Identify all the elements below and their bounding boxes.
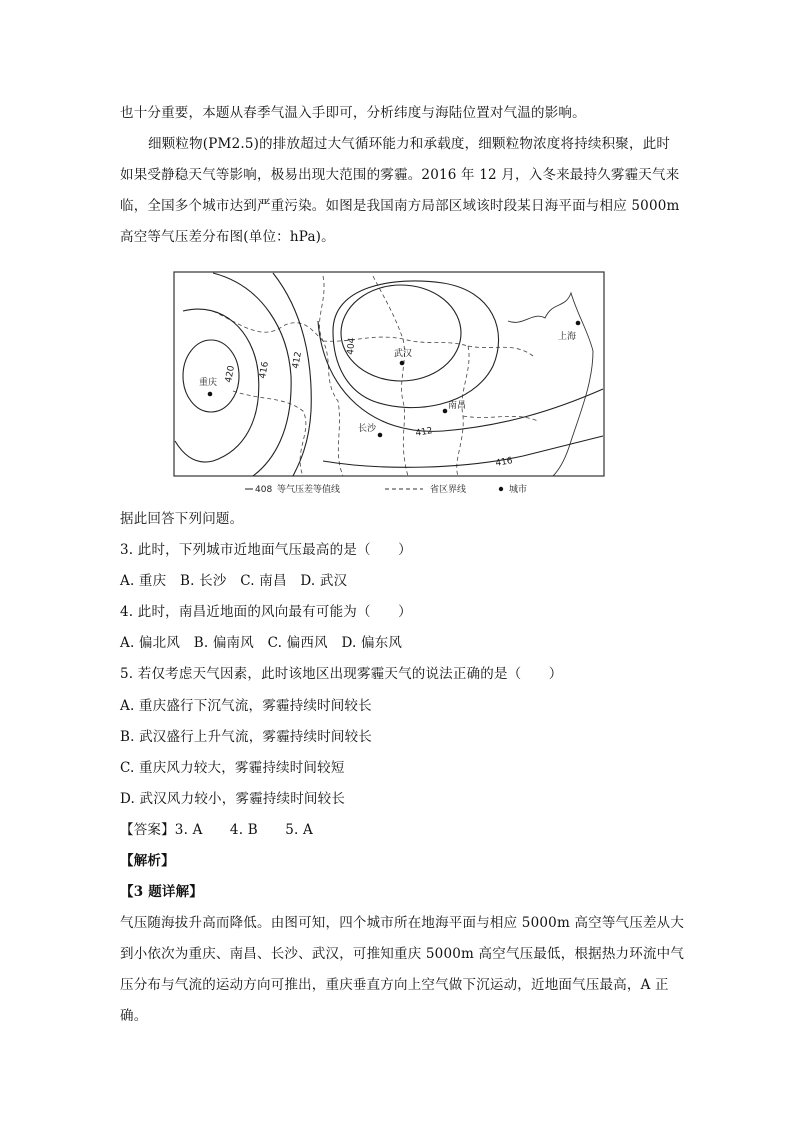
legend-boundary-label: 省区界线 bbox=[430, 485, 467, 495]
question-5-option: A. 重庆盛行下沉气流，雾霾持续时间较长 bbox=[120, 698, 372, 714]
city-label: 长沙 bbox=[358, 424, 377, 434]
question-5-option: D. 武汉风力较小，雾霾持续时间较长 bbox=[120, 791, 346, 807]
isoline-label: 412 bbox=[414, 426, 434, 439]
legend-city-dot bbox=[499, 487, 503, 491]
explanation-line: 气压随海拔升高而降低。由图可知，四个城市所在地海平面与相应 5000m 高空等气压差从大 bbox=[120, 915, 685, 931]
prompt-line: 据此回答下列问题。 bbox=[120, 511, 244, 527]
legend-isoline-label: 等气压差等值线 bbox=[277, 485, 341, 495]
question-3-stem: 3. 此时，下列城市近地面气压最高的是（ ） bbox=[120, 542, 412, 558]
question-5-option: B. 武汉盛行上升气流，雾霾持续时间较长 bbox=[120, 729, 373, 745]
city-label: 上海 bbox=[558, 332, 577, 342]
question-5-stem: 5. 若仅考虑天气因素，此时该地区出现雾霾天气的说法正确的是（ ） bbox=[120, 666, 563, 682]
isoline-label: 416 bbox=[494, 456, 514, 469]
legend-isoline-value: 408 bbox=[255, 485, 273, 495]
isoline-label: 416 bbox=[258, 360, 271, 380]
isoline-label: 412 bbox=[291, 350, 304, 370]
explanation-line: 到小依次为重庆、南昌、长沙、武汉，可推知重庆 5000m 高空气压最低，根据热力环流中气 bbox=[120, 946, 685, 962]
city-dot bbox=[576, 321, 581, 326]
city-dot bbox=[443, 409, 448, 414]
isoline-label: 404 bbox=[346, 337, 358, 356]
passage-line: 临，全国多个城市达到严重污染。如图是我国南方局部区域该时段某日海平面与相应 5000m bbox=[120, 198, 680, 214]
passage-line: 细颗粒物(PM2.5)的排放超过大气循环能力和承载度，细颗粒物浓度将持续积聚，此时 bbox=[148, 136, 671, 152]
city-label: 武汉 bbox=[394, 349, 413, 359]
city-dot bbox=[378, 433, 383, 438]
city-dot bbox=[400, 361, 405, 366]
city-label: 重庆 bbox=[199, 378, 218, 388]
question-4-stem: 4. 此时，南昌近地面的风向最有可能为（ ） bbox=[120, 604, 412, 620]
isoline-label: 420 bbox=[224, 364, 237, 384]
map-legend bbox=[173, 480, 605, 498]
city-label: 南昌 bbox=[448, 401, 467, 411]
question-5-option: C. 重庆风力较大，雾霾持续时间较短 bbox=[120, 760, 345, 776]
explanation-line: 压分布与气流的运动方向可推出，重庆垂直方向上空气做下沉运动，近地面气压最高，A 正 bbox=[120, 977, 669, 993]
pressure-difference-map bbox=[173, 271, 605, 477]
analysis-heading: 【解析】 bbox=[120, 853, 175, 869]
q3-detail-heading: 【3 题详解】 bbox=[120, 884, 203, 900]
legend-city-label: 城市 bbox=[509, 485, 528, 495]
passage-line: 如果受静稳天气等影响，极易出现大范围的雾霾。2016 年 12 月，入冬来最持久雾霾天气来 bbox=[120, 167, 680, 183]
question-3-options: A. 重庆 B. 长沙 C. 南昌 D. 武汉 bbox=[120, 573, 348, 589]
question-4-options: A. 偏北风 B. 偏南风 C. 偏西风 D. 偏东风 bbox=[120, 635, 403, 651]
city-dot bbox=[208, 392, 213, 397]
answer-line: 【答案】3. A 4. B 5. A bbox=[120, 822, 313, 838]
intro-line: 也十分重要，本题从春季气温入手即可，分析纬度与海陆位置对气温的影响。 bbox=[120, 105, 586, 121]
explanation-line: 确。 bbox=[120, 1008, 148, 1024]
passage-line: 高空等气压差分布图(单位：hPa)。 bbox=[120, 229, 335, 245]
